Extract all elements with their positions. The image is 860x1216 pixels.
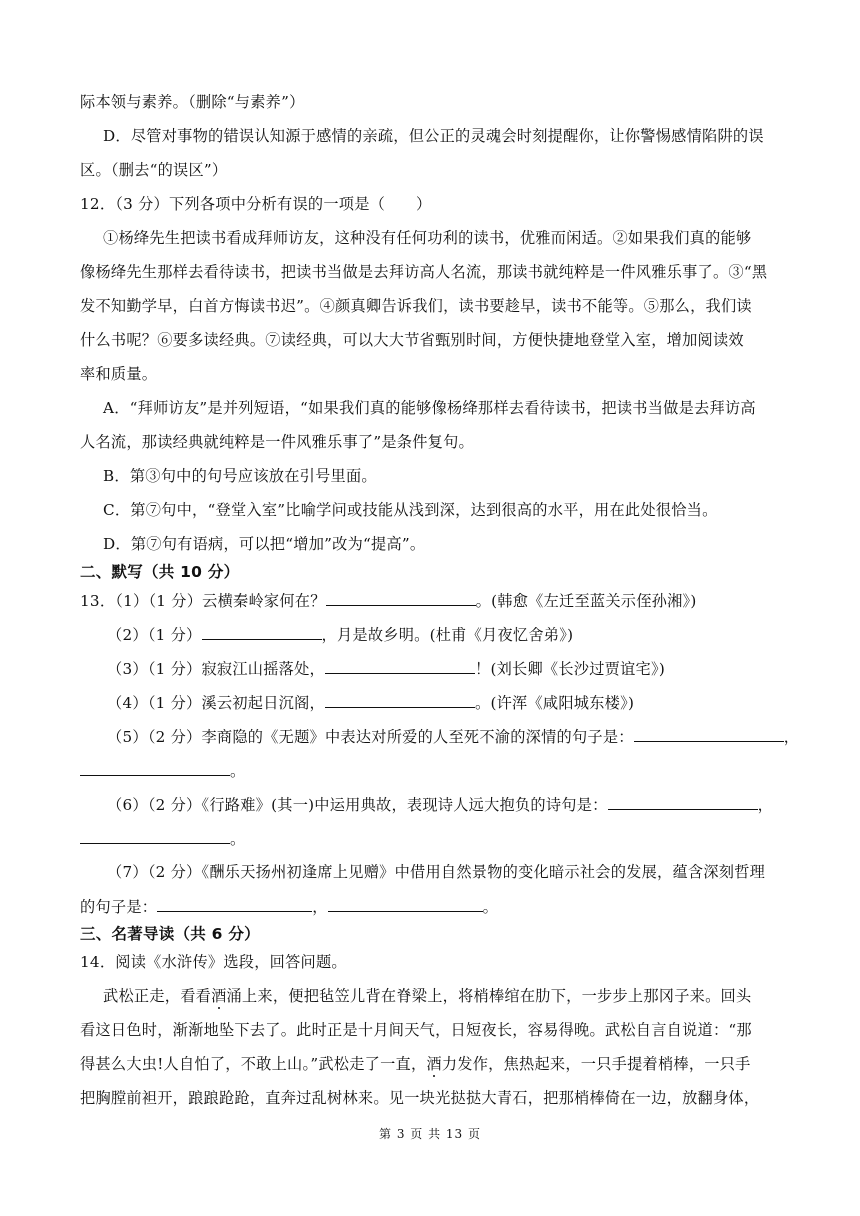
page-footer: 第 3 页 共 13 页: [379, 1127, 481, 1141]
question-13-6-continuation: [80, 828, 785, 849]
punctuation: 。: [230, 830, 246, 848]
reading-line: 把胸膛前袒开，踉踉跄跄，直奔过乱树林来。见一块光挞挞大青石，把那梢棒倚在一边，放翻身体，: [80, 1089, 760, 1107]
punctuation: 。: [482, 898, 499, 916]
passage-line: 像杨绛先生那样去看待读书，把读书当做是去拜访高人名流，那读书就纯粹是一件风雅乐事了。③“黑: [80, 263, 768, 281]
question-13-2: [107, 624, 785, 645]
punctuation: ，: [757, 796, 774, 814]
question-source: ，月是故乡明。(杜甫《月夜忆舍弟》): [321, 626, 574, 644]
reading-text: 得甚么大虫!人自怕了，不敢上山。”武松走了一直，: [80, 1055, 427, 1073]
question-text: 13．（1）（1 分）云横秦岭家何在？: [80, 592, 326, 610]
emphasis-char: 酒: [426, 1055, 442, 1073]
answer-blank[interactable]: [608, 794, 758, 810]
answer-blank[interactable]: [157, 896, 312, 912]
section-heading-dictation: 二、默写（共 10 分）: [80, 563, 240, 581]
answer-blank[interactable]: [80, 828, 230, 844]
answer-blank[interactable]: [328, 896, 483, 912]
question-13-6: [107, 794, 785, 815]
answer-blank[interactable]: [202, 624, 322, 640]
reading-line: [103, 986, 785, 1006]
answer-blank[interactable]: [325, 692, 475, 708]
answer-blank[interactable]: [325, 658, 475, 674]
question-text: （5）（2 分）李商隐的《无题》中表达对所爱的人至死不渝的深情的句子是：: [107, 728, 634, 746]
section-heading-classics: 三、名著导读（共 6 分）: [80, 925, 260, 943]
option-c-continuation: 际本领与素养。（删除“与素养”）: [80, 93, 305, 111]
option-a: A．“拜师访友”是并列短语，“如果我们真的能够像杨绛那样去看待读书，把读书当做是去拜访高: [103, 399, 756, 417]
option-c: C．第⑦句中，“登堂入室”比喻学问或技能从浅到深，达到很高的水平，用在此处很恰当。: [103, 501, 718, 519]
question-13-5-continuation: [80, 760, 785, 781]
reading-text: 力发作，焦热起来，一只手提着梢棒，一只手: [441, 1055, 751, 1073]
reading-line: 看这日色时，渐渐地坠下去了。此时正是十月间天气，日短夜长，容易得晚。武松自言自说道：“那: [80, 1021, 752, 1039]
question-text: （3）（1 分）寂寂江山摇落处，: [107, 660, 325, 678]
emphasis-char: 酒: [211, 987, 227, 1005]
question-text: 的句子是：: [80, 898, 158, 916]
reading-text: 涌上来，便把毡笠儿背在脊梁上，将梢棒绾在肋下，一步步上那冈子来。回头: [226, 987, 752, 1005]
option-d: D．第⑦句有语病，可以把“增加”改为“提高”。: [103, 535, 426, 553]
question-13-1: [80, 590, 785, 611]
reading-line: [80, 1054, 785, 1074]
question-source: 。(韩愈《左迁至蓝关示侄孙湘》): [475, 592, 697, 610]
question-text: （4）（1 分）溪云初起日沉阁，: [107, 694, 325, 712]
passage-line: 什么书呢？⑥要多读经典。⑦读经典，可以大大节省甄别时间，方便快捷地登堂入室，增加阅读效: [80, 331, 744, 349]
reading-text: 武松正走，看看: [103, 987, 212, 1005]
option-d-continuation: 区。（删去“的误区”）: [80, 161, 228, 179]
question-13-5: [107, 726, 800, 747]
question-text: （2）（1 分）: [107, 626, 202, 644]
passage-line: ①杨绛先生把读书看成拜师访友，这种没有任何功利的读书，优雅而闲适。②如果我们真的能够: [103, 229, 752, 247]
question-13-7: （7）（2 分）《酬乐天扬州初逢席上见赠》中借用自然景物的变化暗示社会的发展，蕴含深刻哲理: [107, 863, 766, 881]
question-source: 。(许浑《咸阳城东楼》): [475, 694, 635, 712]
question-13-7-continuation: [80, 896, 785, 917]
punctuation: ，: [312, 898, 328, 916]
question-13-4: [107, 692, 785, 713]
passage-line: 率和质量。: [80, 365, 158, 383]
option-b: B．第③句中的句号应该放在引号里面。: [103, 467, 377, 485]
question-13-3: [107, 658, 785, 679]
punctuation: ，: [783, 728, 800, 746]
answer-blank[interactable]: [80, 760, 230, 776]
question-source: ！(刘长卿《长沙过贾谊宅》): [475, 660, 666, 678]
question-12-stem: 12．（3 分）下列各项中分析有误的一项是（ ）: [80, 195, 432, 213]
option-a-continuation: 人名流，那读经典就纯粹是一件风雅乐事了”是条件复句。: [80, 433, 474, 451]
answer-blank[interactable]: [634, 726, 784, 742]
option-d: D．尽管对事物的错误认知源于感情的亲疏，但公正的灵魂会时刻提醒你，让你警惕感情陷阱的误: [103, 127, 764, 145]
question-14-stem: 14．阅读《水浒传》选段，回答问题。: [80, 953, 347, 971]
punctuation: 。: [230, 762, 246, 780]
answer-blank[interactable]: [326, 590, 476, 606]
question-text: （6）（2 分）《行路难》(其一)中运用典故，表现诗人远大抱负的诗句是：: [107, 796, 608, 814]
passage-line: 发不知勤学早，白首方悔读书迟”。④颜真卿告诉我们，读书要趁早，读书不能等。⑤那么，我们读: [80, 297, 752, 315]
